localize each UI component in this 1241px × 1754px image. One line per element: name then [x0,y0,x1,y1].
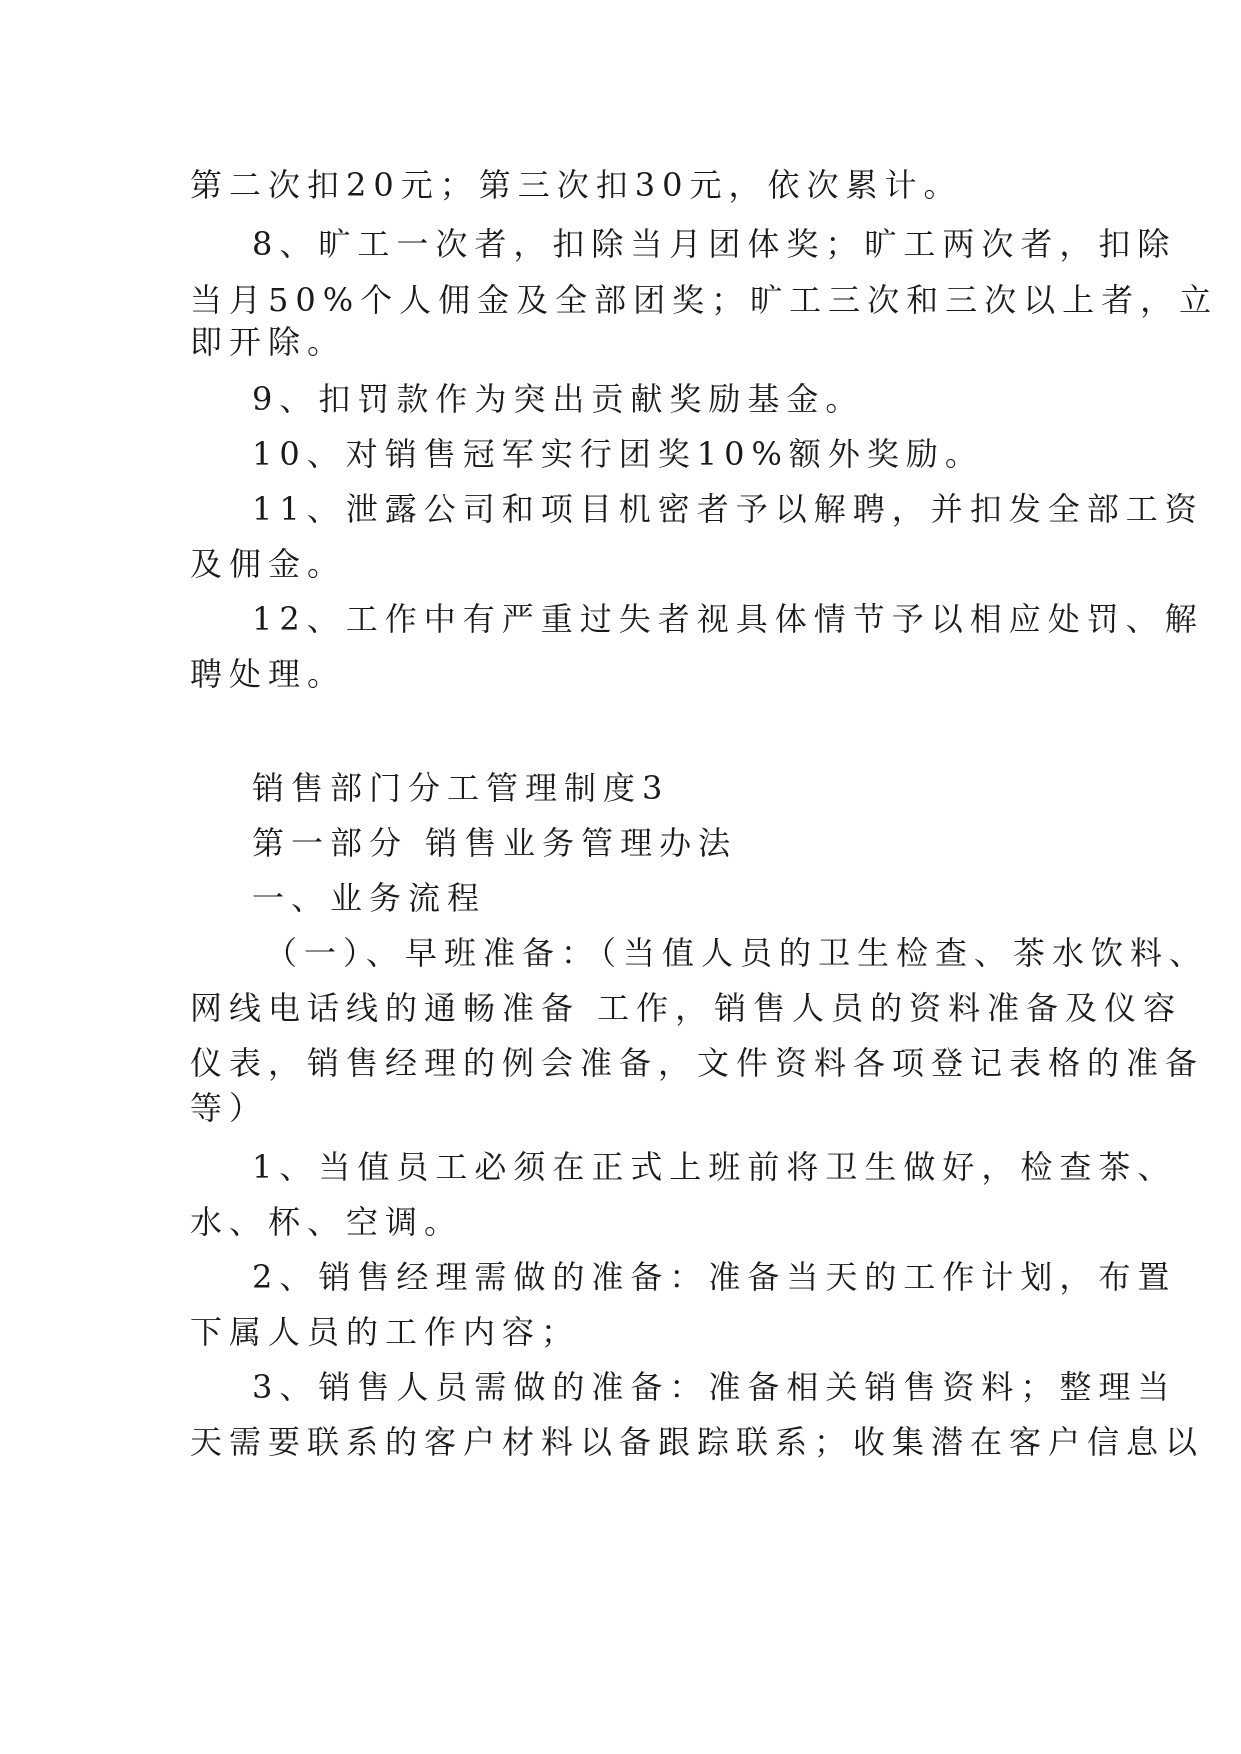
text-line: 等） [190,1089,269,1127]
text-line: 2、销售经理需做的准备：准备当天的工作计划，布置 [252,1258,1177,1296]
part-heading: 第一部分 销售业务管理办法 [252,824,738,862]
text-line: 下属人员的工作内容； [190,1313,581,1351]
text-line: 8、旷工一次者，扣除当月团体奖；旷工两次者，扣除 [252,225,1177,263]
text-line: 当月50%个人佣金及全部团奖；旷工三次和三次以上者，立 [190,281,1219,319]
section-title: 销售部门分工管理制度3 [252,769,670,807]
text-line: （一）、早班准备：（当值人员的卫生检查、茶水饮料、 [265,934,1209,972]
subsection-heading: 一、业务流程 [252,879,487,917]
text-line: 水、杯、空调。 [190,1203,464,1241]
text-line: 即开除。 [190,323,347,361]
text-line: 3、销售人员需做的准备：准备相关销售资料；整理当 [252,1368,1177,1406]
text-line: 网线电话线的通畅准备 工作，销售人员的资料准备及仪容 [190,989,1183,1027]
text-line: 1、当值员工必须在正式上班前将卫生做好，检查茶、 [252,1148,1177,1186]
text-line: 聘处理。 [190,655,347,693]
text-line: 仪表，销售经理的例会准备，文件资料各项登记表格的准备 [190,1044,1205,1082]
text-line: 第二次扣20元；第三次扣30元，依次累计。 [190,166,963,204]
text-line: 天需要联系的客户材料以备跟踪联系；收集潜在客户信息以 [190,1423,1205,1461]
text-line: 10、对销售冠军实行团奖10%额外奖励。 [252,435,984,473]
text-line: 12、工作中有严重过失者视具体情节予以相应处罚、解 [252,600,1204,638]
text-line: 及佣金。 [190,545,347,583]
text-line: 9、扣罚款作为突出贡献奖励基金。 [252,380,865,418]
text-line: 11、泄露公司和项目机密者予以解聘，并扣发全部工资 [252,490,1204,528]
